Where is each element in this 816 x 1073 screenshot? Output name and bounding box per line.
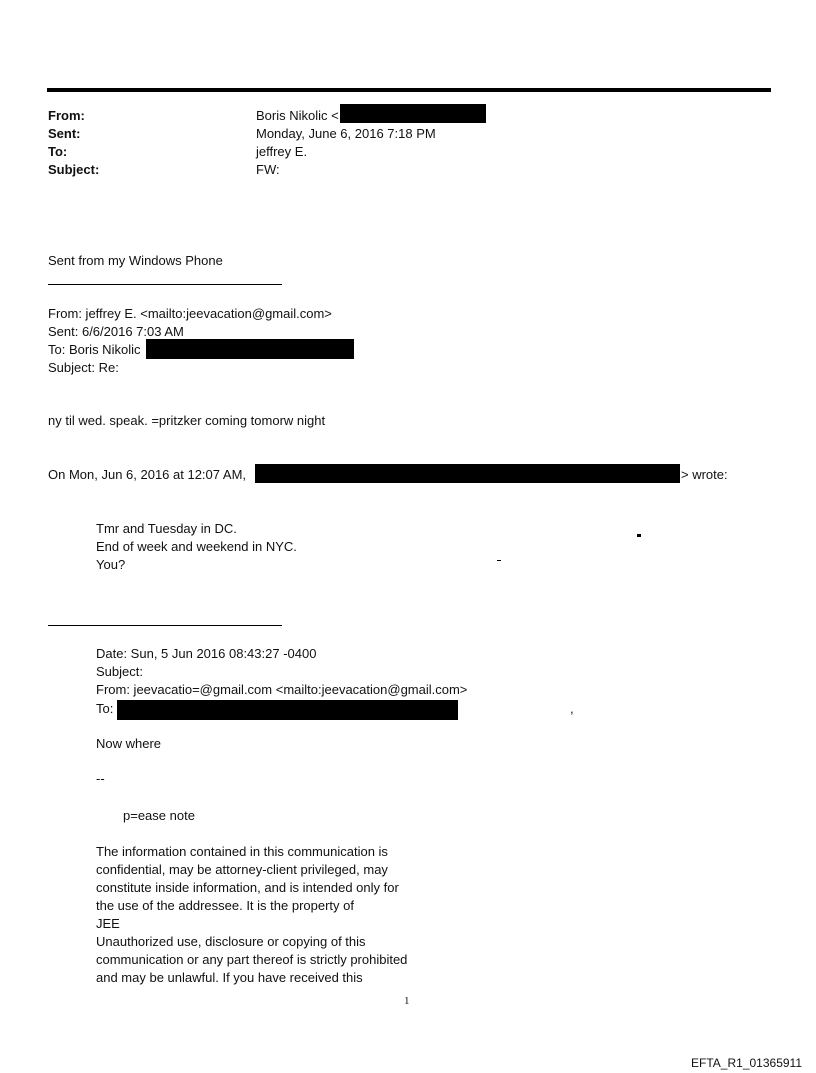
subject-label: Subject: [48,162,100,177]
quoted-line: You? [96,557,126,572]
signature-separator: -- [96,771,105,786]
forward-subject: Subject: Re: [48,360,119,375]
sent-label: Sent: [48,126,81,141]
subject-value: FW: [256,162,280,177]
quote-intro: On Mon, Jun 6, 2016 at 12:07 AM, [48,467,247,482]
scan-mark [497,560,501,561]
redaction-bar [255,464,680,483]
trailing-mark: , [570,701,574,716]
disclaimer-line: Unauthorized use, disclosure or copying of this [96,934,366,949]
sent-from-line: Sent from my Windows Phone [48,253,223,268]
note-line: p=ease note [123,808,195,823]
to-label: To: [48,144,68,159]
forward-sent: Sent: 6/6/2016 7:03 AM [48,324,184,339]
separator-rule [48,284,282,285]
quoted-line: End of week and weekend in NYC. [96,539,297,554]
forward2-date: Date: Sun, 5 Jun 2016 08:43:27 -0400 [96,646,317,661]
redaction-bar [117,700,458,720]
disclaimer-line: confidential, may be attorney-client privileged, may [96,862,388,877]
message2-body: Now where [96,736,162,751]
disclaimer-line: communication or any part thereof is strictly prohibited [96,952,408,967]
forward2-from: From: jeevacatio=@gmail.com <mailto:jeevacation@gmail.com> [96,682,468,697]
forward2-subject: Subject: [96,664,143,679]
disclaimer-line: and may be unlawful. If you have received this [96,970,363,985]
sent-value: Monday, June 6, 2016 7:18 PM [256,126,436,141]
to-value: jeffrey E. [256,144,308,159]
from-label: From: [48,108,85,123]
header-rule [47,88,771,92]
disclaimer-line: constitute inside information, and is intended only for [96,880,399,895]
separator-rule [48,625,282,626]
quote-intro-end: > wrote: [681,467,728,482]
disclaimer [96,843,407,987]
document-id: EFTA_R1_01365911 [691,1056,802,1070]
forward2-to: To: [96,701,114,716]
quoted-line: Tmr and Tuesday in DC. [96,521,237,536]
disclaimer-line: JEE [96,916,120,931]
disclaimer-line: the use of the addressee. It is the property of [96,898,354,913]
scan-mark [637,534,641,537]
redaction-bar [340,104,486,123]
quoted-message [96,520,297,574]
forward-from: From: jeffrey E. <mailto:jeevacation@gmail.com> [48,306,332,321]
message-body: ny til wed. speak. =pritzker coming tomorw night [48,413,326,428]
forward-to: To: Boris Nikolic [48,342,141,357]
redaction-bar [146,339,354,359]
disclaimer-line: The information contained in this communication is [96,844,388,859]
from-value: Boris Nikolic < [256,108,339,123]
page-number: 1 [404,995,410,1007]
